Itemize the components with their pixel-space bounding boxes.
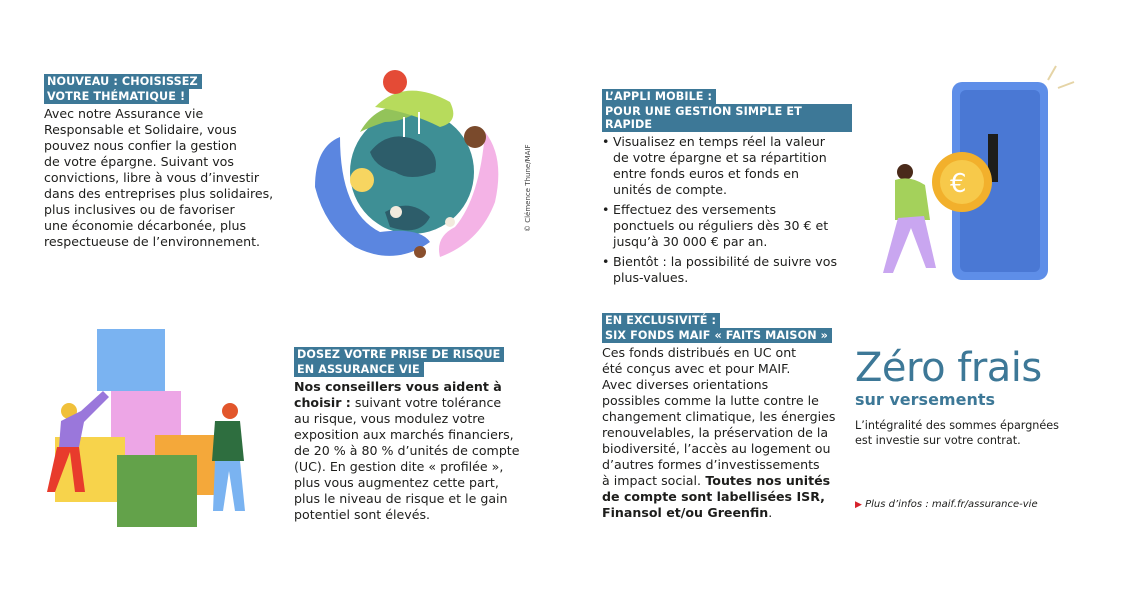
- body-line: plus inclusives ou de favoriser: [44, 202, 235, 217]
- phone-coin-illustration: [870, 62, 1085, 292]
- section-body: [44, 106, 284, 250]
- body-line: [602, 505, 847, 521]
- feature-list: [602, 134, 852, 286]
- body-line: changement climatique, les énergies: [602, 409, 836, 424]
- list-item: [602, 202, 852, 250]
- illustration-credit: © Clémence Thune/MAIF: [524, 144, 532, 232]
- promo-text: [855, 418, 1125, 448]
- section-header: [44, 74, 284, 104]
- body-line: [294, 395, 564, 411]
- bullet-line: de votre épargne et sa répartition: [613, 150, 827, 165]
- triangle-right-icon: ▶: [855, 500, 862, 510]
- header-line-2: POUR UNE GESTION SIMPLE ET RAPIDE: [602, 104, 852, 132]
- bullet-line: plus-values.: [613, 270, 689, 285]
- body-line: Responsable et Solidaire, vous: [44, 122, 237, 137]
- promo-subtitle: sur versements: [855, 390, 996, 409]
- body-line: plus le niveau de risque et le gain: [294, 491, 508, 506]
- promo-title: Zéro frais: [855, 345, 1042, 391]
- body-line: possibles comme la lutte contre le: [602, 393, 819, 408]
- section-header: [602, 89, 852, 132]
- promo-text-line: est investie sur votre contrat.: [855, 434, 1021, 447]
- list-item: [602, 134, 852, 198]
- bullet-line: • Visualisez en temps réel la valeur: [613, 134, 825, 149]
- body-text: suivant votre tolérance: [350, 395, 502, 410]
- globe-people-illustration: [300, 62, 530, 277]
- body-line: pouvez nous confier la gestion: [44, 138, 237, 153]
- body-line: potentiel sont élevés.: [294, 507, 431, 522]
- list-item: [602, 254, 852, 286]
- bullet-line: ponctuels ou réguliers dès 30 € et: [613, 218, 829, 233]
- bullet-line: unités de compte.: [613, 182, 728, 197]
- body-line: dans des entreprises plus solidaires,: [44, 186, 274, 201]
- header-line-2: EN ASSURANCE VIE: [294, 362, 424, 377]
- body-line: renouvelables, la préservation de la: [602, 425, 829, 440]
- header-line-1: EN EXCLUSIVITÉ :: [602, 313, 720, 328]
- body-line: de 20 % à 80 % d’unités de compte: [294, 443, 520, 458]
- body-line: Ces fonds distribués en UC ont: [602, 345, 797, 360]
- bullet-line: • Bientôt : la possibilité de suivre vos: [613, 254, 838, 269]
- body-line: (UC). En gestion dite « profilée »,: [294, 459, 504, 474]
- header-line-2: VOTRE THÉMATIQUE !: [44, 89, 189, 104]
- cubes-illustration: [35, 325, 265, 535]
- section-thematique: [44, 74, 284, 250]
- body-line: exposition aux marchés financiers,: [294, 427, 514, 442]
- promo-text-line: L’intégralité des sommes épargnées: [855, 419, 1059, 432]
- body-line: de votre épargne. Suivant vos: [44, 154, 234, 169]
- section-header: [294, 347, 564, 377]
- body-line: respectueuse de l’environnement.: [44, 234, 261, 249]
- bold-text: de compte sont labellisées ISR,: [602, 489, 825, 504]
- header-line-1: NOUVEAU : CHOISISSEZ: [44, 74, 202, 89]
- section-body: [294, 379, 564, 523]
- more-info-link[interactable]: [855, 498, 1125, 512]
- promo-zero-frais: [855, 346, 1125, 448]
- section-header: [602, 313, 847, 343]
- body-text: .: [768, 505, 773, 520]
- bullet-line: • Effectuez des versements: [613, 202, 777, 217]
- more-info-text[interactable]: Plus d’infos : maif.fr/assurance-vie: [865, 499, 1038, 510]
- bold-text: Finansol et/ou Greenfin: [602, 505, 769, 520]
- body-line: [602, 489, 847, 505]
- bold-text: choisir :: [294, 395, 351, 410]
- bullet-line: jusqu’à 30 000 € par an.: [613, 234, 768, 249]
- section-body: [602, 345, 847, 521]
- body-line: Avec notre Assurance vie: [44, 106, 204, 121]
- header-line-2: SIX FONDS MAIF « FAITS MAISON »: [602, 328, 832, 343]
- header-line-1: DOSEZ VOTRE PRISE DE RISQUE: [294, 347, 504, 362]
- section-appli-mobile: [602, 89, 852, 290]
- section-fonds-maif: [602, 313, 847, 521]
- section-prise-de-risque: [294, 347, 564, 523]
- body-line: convictions, libre à vous d’investir: [44, 170, 260, 185]
- body-text: à impact social.: [602, 473, 701, 488]
- svg-text:€: €: [950, 169, 967, 199]
- body-line: une économie décarbonée, plus: [44, 218, 247, 233]
- body-line: Avec diverses orientations: [602, 377, 769, 392]
- bullet-line: entre fonds euros et fonds en: [613, 166, 799, 181]
- bold-text: Nos conseillers vous aident à: [294, 379, 502, 394]
- bold-text: Toutes nos unités: [700, 473, 831, 488]
- body-line: été conçus avec et pour MAIF.: [602, 361, 791, 376]
- body-line: biodiversité, l’accès au logement ou: [602, 441, 831, 456]
- header-line-1: L’APPLI MOBILE :: [602, 89, 716, 104]
- body-line: plus vous augmentez cette part,: [294, 475, 499, 490]
- body-line: au risque, vous modulez votre: [294, 411, 485, 426]
- body-line: [602, 473, 847, 489]
- body-line: d’autres formes d’investissements: [602, 457, 820, 472]
- body-line: [294, 379, 564, 395]
